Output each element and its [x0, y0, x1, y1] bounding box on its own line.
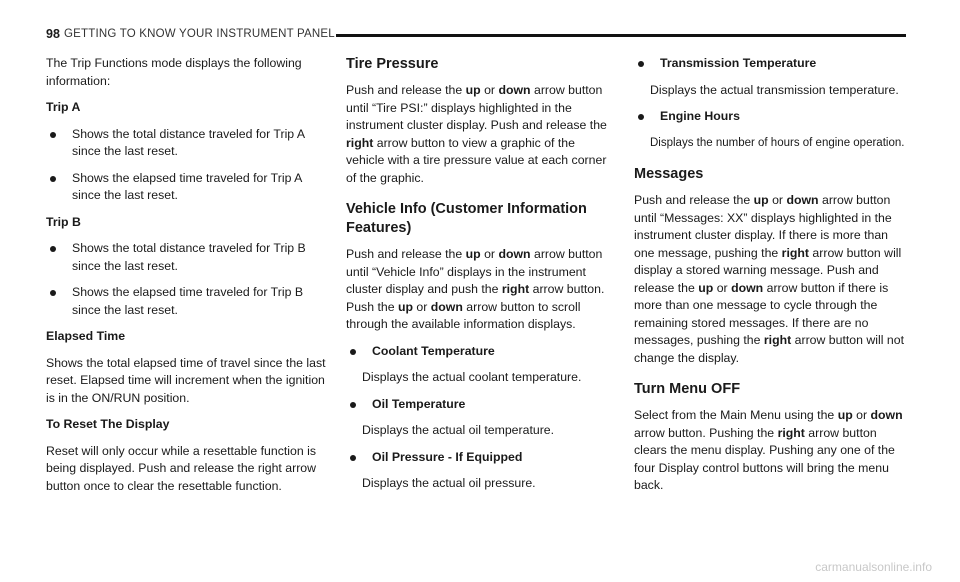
- list-item: Engine Hours: [634, 108, 909, 126]
- list-item: Shows the total distance traveled for Trip B since the last reset.: [46, 240, 328, 275]
- list-item: Transmission Temperature: [634, 55, 909, 73]
- watermark: carmanualsonline.info: [815, 560, 932, 574]
- intro-text: The Trip Functions mode displays the following information:: [46, 56, 302, 88]
- page-header: [46, 27, 906, 41]
- trip-a-list: [46, 126, 328, 205]
- header-rule: [336, 34, 906, 37]
- list-item: Coolant Temperature: [346, 343, 616, 361]
- item-description: Displays the actual oil pressure.: [362, 476, 536, 490]
- trip-b-list: [46, 240, 328, 319]
- item-description: Displays the number of hours of engine operation.: [650, 136, 905, 149]
- elapsed-time-text: Shows the total elapsed time of travel since the last reset. Elapsed time will increment when the ignition is in the ON/RUN position.: [46, 355, 326, 405]
- messages-text: Push and release the up or down arrow button until “Messages: XX” displays highlighted in the instrument cluster display. If there is more than one message, pushing the right arrow button will display a stored warning message. Push and release the up or down arrow button if there is more than one message to cycle through the remaining stored messages. If there are no messages, pushing the right arrow button will not change the display.: [634, 193, 904, 365]
- section-title: GETTING TO KNOW YOUR INSTRUMENT PANEL: [64, 28, 335, 40]
- item-description: Displays the actual transmission temperature.: [650, 82, 899, 97]
- vehicle-info-list-cont: [634, 55, 909, 152]
- turn-menu-off-heading: Turn Menu OFF: [634, 381, 741, 397]
- trip-b-heading: Trip B: [46, 214, 81, 229]
- page-number: 98: [46, 27, 60, 41]
- tire-pressure-heading: Tire Pressure: [346, 56, 439, 72]
- column-3: [634, 55, 909, 504]
- vehicle-info-list: [346, 343, 616, 493]
- vehicle-info-heading: Vehicle Info (Customer Information Features): [346, 201, 587, 236]
- messages-heading: Messages: [634, 166, 704, 182]
- list-item: Shows the elapsed time traveled for Trip A since the last reset.: [46, 170, 328, 205]
- reset-display-text: Reset will only occur while a resettable function is being displayed. Push and release the right arrow button once to clear the resettable function.: [46, 443, 317, 493]
- list-item: Oil Pressure - If Equipped: [346, 449, 616, 467]
- reset-display-heading: To Reset The Display: [46, 417, 170, 431]
- list-item: Oil Temperature: [346, 396, 616, 414]
- turn-menu-off-text: Select from the Main Menu using the up or down arrow button. Pushing the right arrow button clears the menu display. Pushing any one of the four Display control buttons will bring the menu back.: [634, 408, 903, 492]
- vehicle-info-text: Push and release the up or down arrow button until “Vehicle Info” displays in the instrument cluster display and push the right arrow button. Push the up or down arrow button to scroll through the available information displays.: [346, 247, 605, 331]
- item-description: Displays the actual oil temperature.: [362, 423, 555, 437]
- column-1: [46, 55, 328, 504]
- list-item: Shows the total distance traveled for Trip A since the last reset.: [46, 126, 328, 161]
- column-2: [346, 55, 616, 502]
- trip-a-heading: Trip A: [46, 100, 81, 114]
- item-description: Displays the actual coolant temperature.: [362, 370, 582, 384]
- list-item: Shows the elapsed time traveled for Trip B since the last reset.: [46, 284, 328, 319]
- elapsed-time-heading: Elapsed Time: [46, 329, 126, 343]
- tire-pressure-text: Push and release the up or down arrow button until “Tire PSI:” displays highlighted in the instrument cluster display. Push and release the right arrow button to view a graphic of the vehicle with a tire pressure value at each corner of the graphic.: [346, 83, 607, 185]
